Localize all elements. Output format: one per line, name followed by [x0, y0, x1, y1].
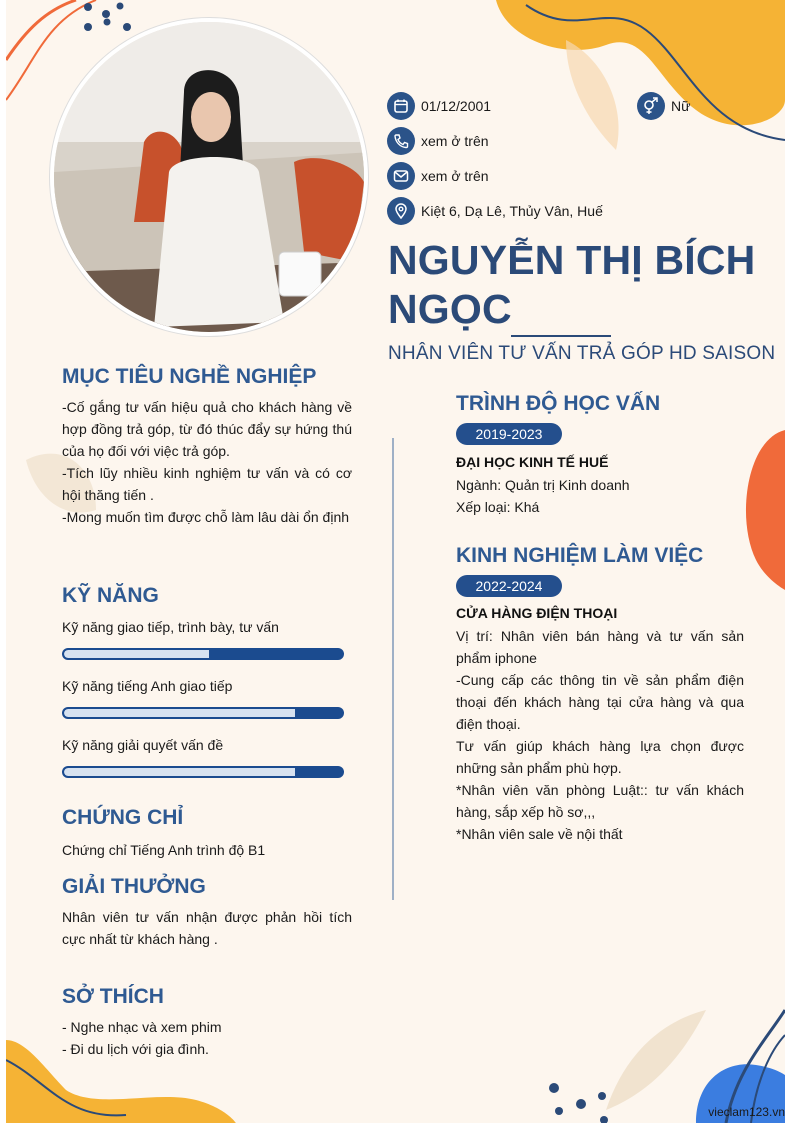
experience-line: -Cung cấp các thông tin về sản phẩm điện thoại đến khách hàng tại cửa hàng và qua điện thoại. — [456, 672, 744, 732]
hobbies-title: SỞ THÍCH — [62, 985, 164, 1008]
skill-label: Kỹ năng giao tiếp, trình bày, tư vấn — [62, 619, 279, 635]
name-line-1: NGUYỄN THỊ BÍCH — [388, 237, 756, 283]
phone-row — [387, 127, 489, 155]
education-major: Ngành: Quản trị Kinh doanh — [456, 477, 630, 493]
certificates-title: CHỨNG CHỈ — [62, 806, 184, 829]
objective-line: -Cố gắng tư vấn hiệu quả cho khách hàng về hợp đồng trả góp, từ đó thúc đẩy sự hứng thú của họ đối với việc trả góp. — [62, 399, 352, 459]
phone-icon — [387, 127, 415, 155]
skill-bar-fill — [64, 650, 209, 658]
experience-line: Tư vấn giúp khách hàng lựa chọn được những sản phẩm phù hợp. — [456, 738, 744, 776]
site-watermark: vieclam123.vn — [708, 1105, 785, 1119]
skill-bar — [62, 766, 344, 778]
experience-line: Vị trí: Nhân viên bán hàng và tư vấn sản phẩm iphone — [456, 628, 744, 666]
company-name: CỬA HÀNG ĐIỆN THOẠI — [456, 605, 618, 621]
award-text: Nhân viên tư vấn nhận được phản hồi tích cực nhất từ khách hàng . — [62, 909, 352, 947]
skill-label: Kỹ năng giải quyết vấn đề — [62, 737, 224, 753]
cv-page — [6, 0, 785, 1123]
email-icon — [387, 162, 415, 190]
hobby-item: - Nghe nhạc và xem phim — [62, 1019, 222, 1035]
skill-bar-fill — [64, 709, 295, 717]
skill-bar — [62, 648, 344, 660]
objective-text — [62, 396, 352, 528]
education-details — [456, 474, 744, 518]
portrait-image — [54, 22, 368, 336]
awards-title: GIẢI THƯỞNG — [62, 875, 206, 898]
experience-line: *Nhân viên sale về nội thất — [456, 826, 623, 842]
phone-text: xem ở trên — [421, 133, 489, 149]
education-title: TRÌNH ĐỘ HỌC VẤN — [456, 392, 661, 415]
experience-title: KINH NGHIỆM LÀM VIỆC — [456, 544, 704, 567]
education-period-badge: 2019-2023 — [456, 423, 562, 445]
skills-title: KỸ NĂNG — [62, 584, 159, 607]
email-text: xem ở trên — [421, 168, 489, 184]
hobby-item: - Đi du lịch với gia đình. — [62, 1041, 209, 1057]
objective-line: -Mong muốn tìm được chỗ làm lâu dài ổn định — [62, 509, 350, 525]
objective-title: MỤC TIÊU NGHỀ NGHIỆP — [62, 365, 317, 388]
calendar-icon — [387, 92, 415, 120]
certificate-text: Chứng chỉ Tiếng Anh trình độ B1 — [62, 842, 266, 858]
experience-line: *Nhân viên văn phòng Luật:: tư vấn khách hàng, sắp xếp hồ sơ,,, — [456, 782, 744, 820]
job-title: NHÂN VIÊN TƯ VẤN TRẢ GÓP HD SAISON — [388, 343, 776, 364]
email-row — [387, 162, 489, 190]
dob-text: 01/12/2001 — [421, 98, 492, 114]
name-underline — [511, 335, 611, 337]
gender-row — [637, 92, 690, 120]
experience-period-badge: 2022-2024 — [456, 575, 562, 597]
address-row — [387, 197, 603, 225]
gender-icon — [637, 92, 665, 120]
skill-bar-fill — [64, 768, 295, 776]
dob-row — [387, 92, 491, 120]
hobbies-list — [62, 1016, 352, 1060]
column-divider — [392, 438, 394, 900]
objective-line: -Tích lũy nhiều kinh nghiệm tư vấn và có cơ hội thăng tiến . — [62, 465, 352, 503]
profile-photo — [50, 18, 368, 336]
name-line-2: NGỌC — [388, 286, 512, 332]
education-grade: Xếp loại: Khá — [456, 499, 540, 515]
experience-details — [456, 625, 744, 845]
location-pin-icon — [387, 197, 415, 225]
school-name: ĐẠI HỌC KINH TẾ HUẾ — [456, 454, 609, 470]
skill-bar — [62, 707, 344, 719]
full-name — [388, 236, 778, 334]
skill-label: Kỹ năng tiếng Anh giao tiếp — [62, 678, 233, 694]
address-text: Kiệt 6, Dạ Lê, Thủy Vân, Huế — [421, 203, 603, 219]
gender-text: Nữ — [671, 98, 691, 114]
